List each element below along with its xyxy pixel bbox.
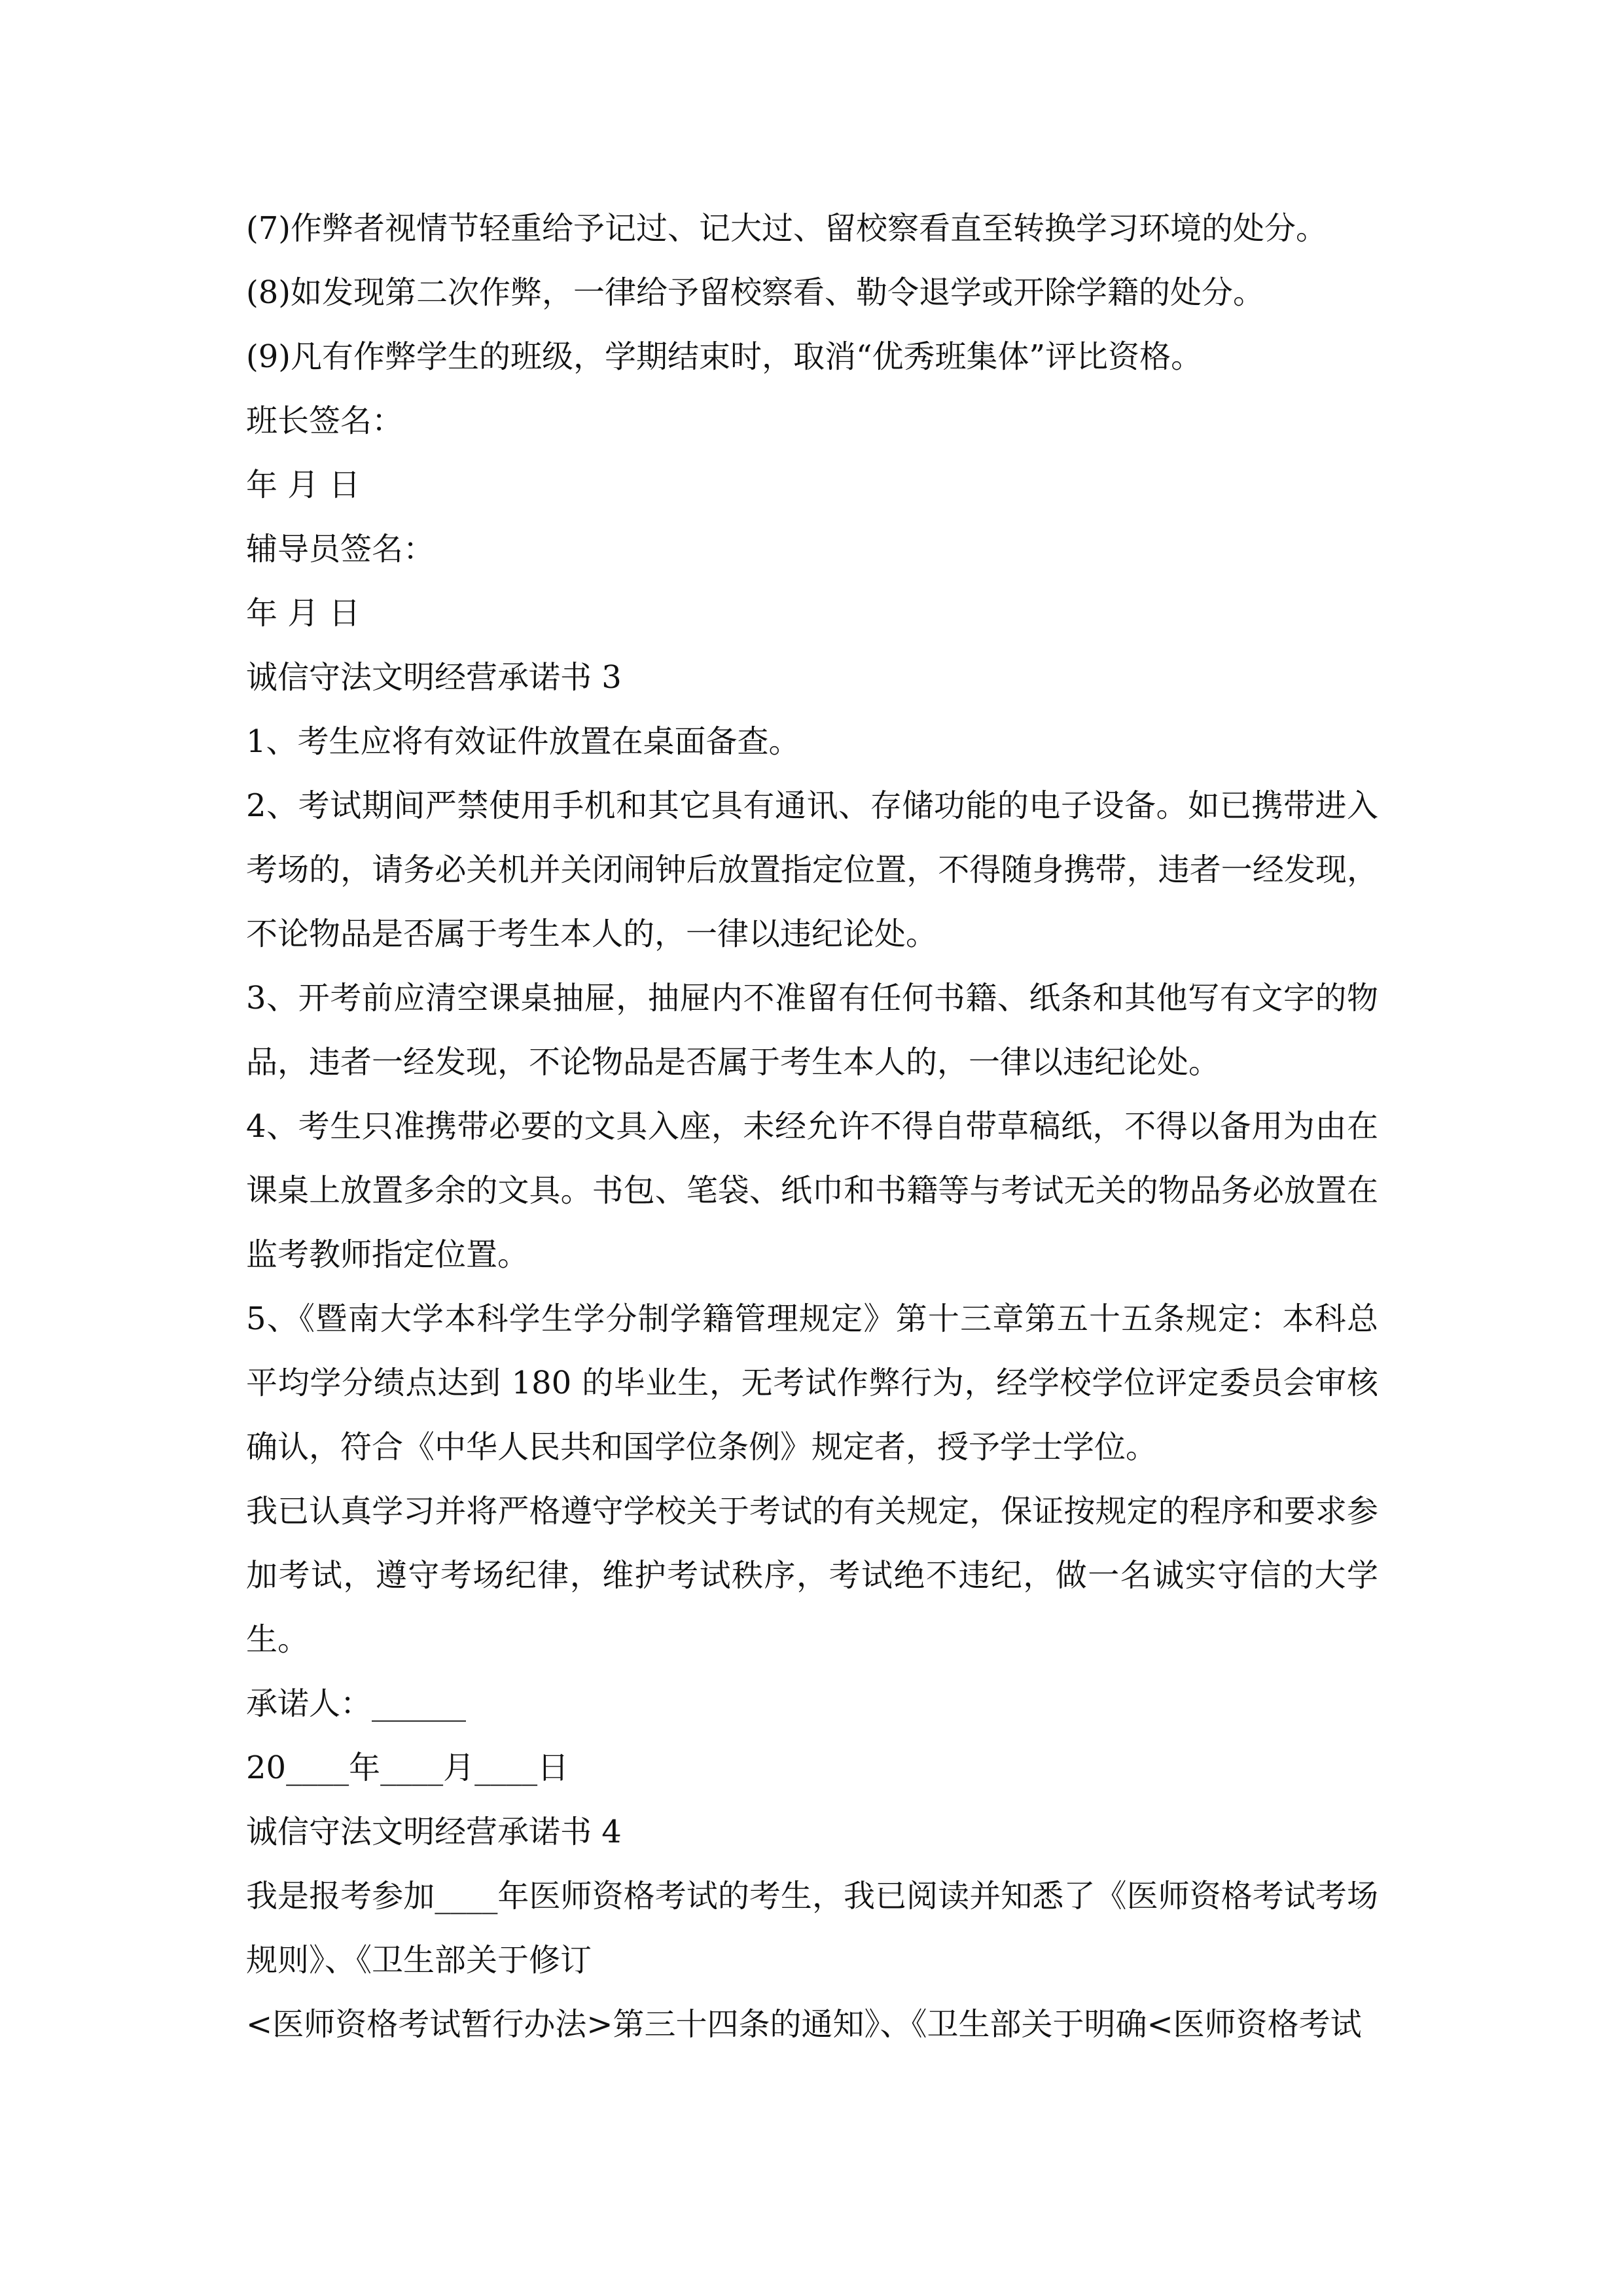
pledge-statement: 我已认真学习并将严格遵守学校关于考试的有关规定，保证按规定的程序和要求参加考试，遵守考场纪律，维护考试秩序，考试绝不违纪，做一名诚实守信的大学生。 — [246, 1493, 1378, 1658]
counselor-signature-label: 辅导员签名： — [246, 531, 435, 567]
section-4-intro: 我是报考参加____年医师资格考试的考生，我已阅读并知悉了《医师资格考试考场规则》、《卫生部关于修订 — [246, 1878, 1378, 1979]
rule-item-7: (7)作弊者视情节轻重给予记过、记大过、留校察看直至转换学习环境的处分。 — [246, 210, 1327, 247]
monitor-signature-date: 年 月 日 — [246, 467, 361, 503]
section-4-continuation: <医师资格考试暂行办法>第三十四条的通知》、《卫生部关于明确<医师资格考试 — [246, 2006, 1362, 2043]
document-body — [246, 196, 1378, 2056]
pledger-signature-label: 承诺人：______ — [246, 1685, 467, 1722]
rule-item-8: (8)如发现第二次作弊，一律给予留校察看、勒令退学或开除学籍的处分。 — [246, 274, 1264, 311]
section-heading-4: 诚信守法文明经营承诺书 4 — [246, 1814, 622, 1850]
pledge-item-4: 4、考生只准携带必要的文具入座，未经允许不得自带草稿纸，不得以备用为由在课桌上放置多余的文具。书包、笔袋、纸巾和书籍等与考试无关的物品务必放置在监考教师指定位置。 — [246, 1108, 1378, 1273]
pledge-item-2: 2、考试期间严禁使用手机和其它具有通讯、存储功能的电子设备。如已携带进入考场的，请务必关机并关闭闹钟后放置指定位置，不得随身携带，违者一经发现，不论物品是否属于考生本人的，一律以违纪论处。 — [246, 787, 1378, 952]
section-heading-3: 诚信守法文明经营承诺书 3 — [246, 659, 622, 696]
counselor-signature-date: 年 月 日 — [246, 595, 361, 632]
pledge-item-5: 5、《暨南大学本科学生学分制学籍管理规定》第十三章第五十五条规定：本科总平均学分绩点达到 180 的毕业生，无考试作弊行为，经学校学位评定委员会审核确认，符合《中华人民共和国学位条例》规定者，授予学士学位。 — [246, 1300, 1378, 1465]
pledge-date: 20____年____月____日 — [246, 1749, 569, 1786]
pledge-item-3: 3、开考前应清空课桌抽屉，抽屉内不准留有任何书籍、纸条和其他写有文字的物品，违者一经发现，不论物品是否属于考生本人的，一律以违纪论处。 — [246, 980, 1378, 1081]
monitor-signature-label: 班长签名： — [246, 403, 404, 439]
rule-item-9: (9)凡有作弊学生的班级，学期结束时，取消“优秀班集体”评比资格。 — [246, 338, 1203, 375]
pledge-item-1: 1、考生应将有效证件放置在桌面备查。 — [246, 723, 800, 760]
